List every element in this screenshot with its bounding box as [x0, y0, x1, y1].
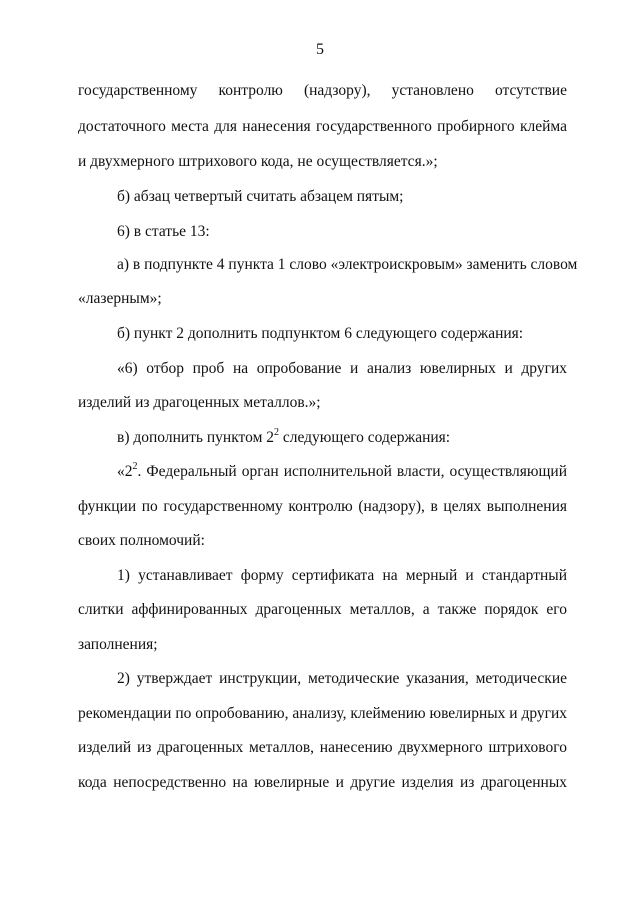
text-line: б) пункт 2 дополнить подпунктом 6 следующего содержания:: [117, 325, 524, 342]
text-line: изделий из драгоценных металлов, нанесению двухмерного штрихового: [78, 739, 567, 756]
text-line: и двухмерного штрихового кода, не осуществляется.»;: [78, 153, 438, 170]
text-line: «6) отбор проб на опробование и анализ ювелирных и других: [117, 360, 567, 377]
text-line: 2) утверждает инструкции, методические указания, методические: [117, 670, 567, 687]
superscript: 2: [274, 426, 279, 438]
text-line: [117, 428, 567, 448]
text-line: 1) устанавливает форму сертификата на мерный и стандартный: [117, 567, 567, 584]
text-line: 6) в статье 13:: [117, 223, 210, 240]
line-text: в) дополнить пунктом 2: [117, 429, 274, 446]
text-line: достаточного места для нанесения государственного пробирного клейма: [78, 118, 567, 135]
line-text: следующего содержания:: [279, 429, 451, 446]
text-line: кода непосредственно на ювелирные и другие изделия из драгоценных: [78, 774, 567, 791]
text-line: изделий из драгоценных металлов.»;: [78, 394, 321, 411]
text-line: рекомендации по опробованию, анализу, клеймению ювелирных и других: [78, 705, 568, 722]
text-line: заполнения;: [78, 636, 158, 653]
text-line: слитки аффинированных драгоценных металлов, а также порядок его: [78, 601, 567, 618]
text-line: а) в подпункте 4 пункта 1 слово «электроискровым» заменить словом: [117, 256, 578, 273]
text-line: своих полномочий:: [78, 532, 205, 549]
text-line: государственному контролю (надзору), установлено отсутствие: [78, 82, 567, 99]
line-text: . Федеральный орган исполнительной власти, осуществляющий: [137, 463, 567, 480]
page-number: 5: [316, 41, 324, 58]
text-line: [117, 462, 567, 482]
text-line: функции по государственному контролю (надзору), в целях выполнения: [78, 498, 567, 515]
text-line: б) абзац четвертый считать абзацем пятым;: [117, 188, 404, 205]
superscript: 2: [132, 460, 138, 472]
line-text: «2: [117, 463, 133, 480]
text-line: «лазерным»;: [78, 290, 162, 307]
